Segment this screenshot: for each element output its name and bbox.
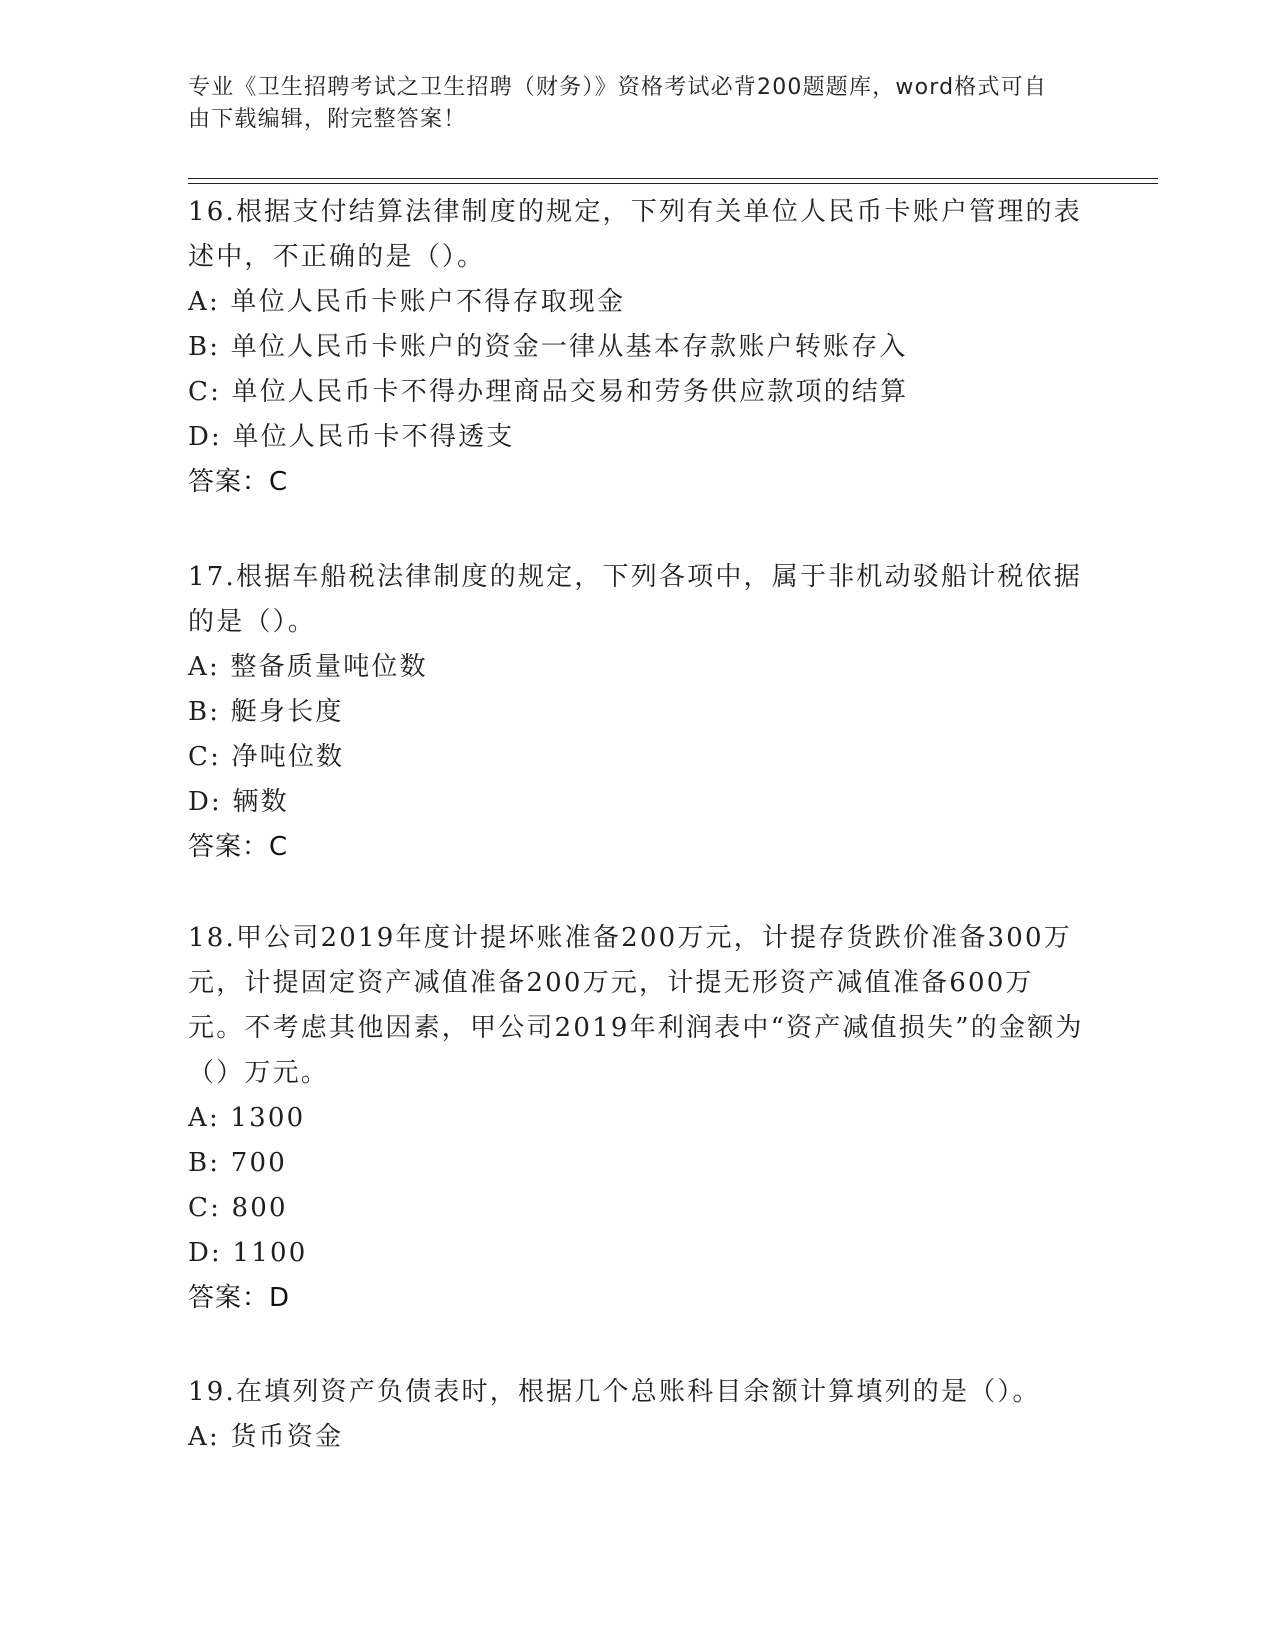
question-18 (188, 916, 1088, 1321)
question-19 (188, 1370, 1088, 1460)
answer-label: 答案：D (188, 1283, 291, 1313)
option-d: D: 辆数 (188, 787, 289, 817)
option-c: C: 净吨位数 (188, 742, 345, 772)
option-a: A: 单位人民币卡账户不得存取现金 (188, 287, 626, 317)
answer-label: 答案：C (188, 467, 289, 497)
question-stem: 16.根据支付结算法律制度的规定，下列有关单位人民币卡账户管理的表述中，不正确的是（）。 (188, 197, 1082, 272)
option-c: C: 800 (188, 1193, 288, 1223)
option-b: B: 艇身长度 (188, 697, 344, 727)
option-d: D: 1100 (188, 1238, 308, 1268)
option-a: A: 货币资金 (188, 1422, 344, 1452)
option-b: B: 单位人民币卡账户的资金一律从基本存款账户转账存入 (188, 332, 908, 362)
answer-label: 答案：C (188, 832, 289, 862)
option-a: A: 整备质量吨位数 (188, 652, 428, 682)
question-stem: 19.在填列资产负债表时，根据几个总账科目余额计算填列的是（）。 (188, 1377, 1041, 1407)
option-c: C: 单位人民币卡不得办理商品交易和劳务供应款项的结算 (188, 377, 909, 407)
option-b: B: 700 (188, 1148, 287, 1178)
question-stem: 18.甲公司2019年度计提坏账准备200万元，计提存货跌价准备300万元，计提固定资产减值准备200万元，计提无形资产减值准备600万元。不考虑其他因素，甲公司2019年利润表中“资产减值损失”的金额为（）万元。 (188, 923, 1084, 1088)
question-16 (188, 190, 1088, 505)
header-divider-bottom (188, 183, 1158, 184)
document-intro: 专业《卫生招聘考试之卫生招聘（财务）》资格考试必背200题题库，word格式可自由下载编辑，附完整答案！ (188, 75, 1048, 132)
option-d: D: 单位人民币卡不得透支 (188, 422, 515, 452)
header-divider-top (188, 178, 1158, 179)
question-17 (188, 555, 1088, 870)
option-a: A: 1300 (188, 1103, 306, 1133)
question-stem: 17.根据车船税法律制度的规定，下列各项中，属于非机动驳船计税依据的是（）。 (188, 562, 1082, 637)
